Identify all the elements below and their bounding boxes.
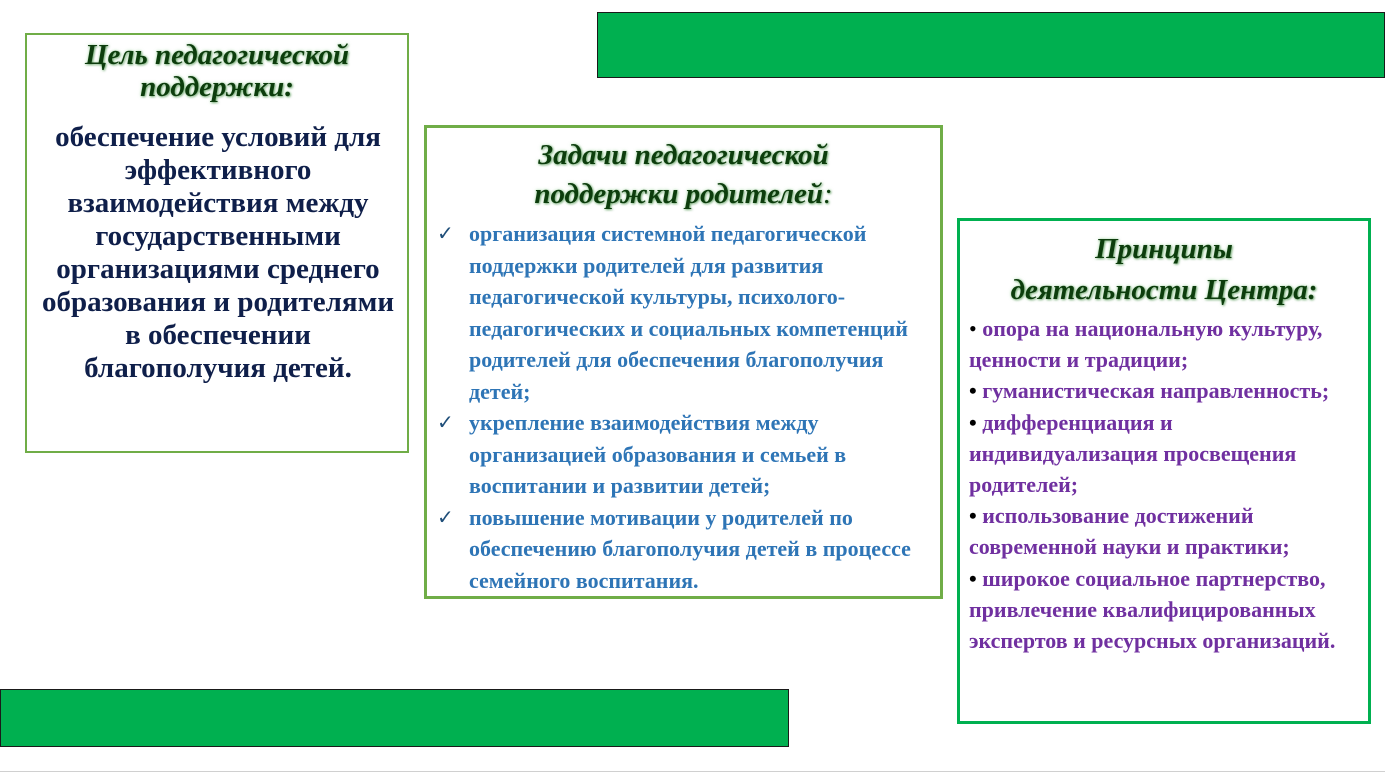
principles-heading xyxy=(960,229,1368,311)
list-item xyxy=(969,563,1362,657)
goal-text: обеспечение условий для эффективного взаимодействия между государственными организациями среднего образования и родителями в обеспечении благополучия детей. xyxy=(41,121,395,384)
task-text: организация системной педагогической поддержки родителей для развития педагогической культуры, психолого-педагогических и социальных компетенций родителей для обеспечения благополучия детей; xyxy=(469,221,908,404)
principle-text: гуманистическая направленность; xyxy=(982,378,1330,404)
tasks-panel xyxy=(424,125,943,599)
bullet-icon: • xyxy=(969,503,977,529)
goal-heading xyxy=(27,39,407,103)
bullet-icon: • xyxy=(969,378,977,404)
list-item xyxy=(969,500,1362,562)
check-icon: ✓ xyxy=(437,410,454,434)
list-item xyxy=(969,407,1362,501)
bullet-icon: • xyxy=(969,409,977,435)
list-item xyxy=(969,375,1362,406)
list-item xyxy=(969,313,1362,375)
tasks-heading xyxy=(427,136,940,214)
green-banner-top xyxy=(597,12,1385,78)
bullet-icon: • xyxy=(969,565,977,591)
tasks-heading-line1: Задачи педагогической xyxy=(538,139,829,171)
principles-panel xyxy=(957,218,1371,724)
principle-text: опора на национальную культуру, ценности и традиции; xyxy=(969,316,1323,373)
task-text: повышение мотивации у родителей по обеспечению благополучия детей в процессе семейного воспитания. xyxy=(469,504,911,593)
principles-list xyxy=(960,313,1368,656)
bullet-icon: • xyxy=(969,316,977,341)
tasks-list xyxy=(427,218,940,596)
tasks-heading-line2: поддержки родителей xyxy=(534,178,824,210)
task-text: укрепление взаимодействия между организацией образования и семьей в воспитании и развитии детей; xyxy=(469,410,847,498)
check-icon: ✓ xyxy=(437,504,454,529)
goal-heading-line2: поддержки: xyxy=(140,71,294,103)
check-icon: ✓ xyxy=(437,221,454,245)
tasks-heading-colon: : xyxy=(823,178,833,210)
principle-text: использование достижений современной науки и практики; xyxy=(969,503,1290,560)
list-item xyxy=(427,218,940,407)
list-item xyxy=(427,407,940,502)
principles-heading-line1: Принципы xyxy=(1095,233,1233,265)
list-item xyxy=(427,502,940,597)
principle-text: дифференциация и индивидуализация просвещения родителей; xyxy=(969,409,1297,498)
goal-panel xyxy=(25,33,409,453)
goal-heading-line1: Цель педагогической xyxy=(84,39,350,71)
principles-heading-line2: деятельности Центра: xyxy=(1010,274,1318,306)
slide-divider xyxy=(0,771,1385,772)
principle-text: широкое социальное партнерство, привлечение квалифицированных экспертов и ресурсных организаций. xyxy=(969,565,1336,654)
green-banner-bottom xyxy=(0,689,789,747)
